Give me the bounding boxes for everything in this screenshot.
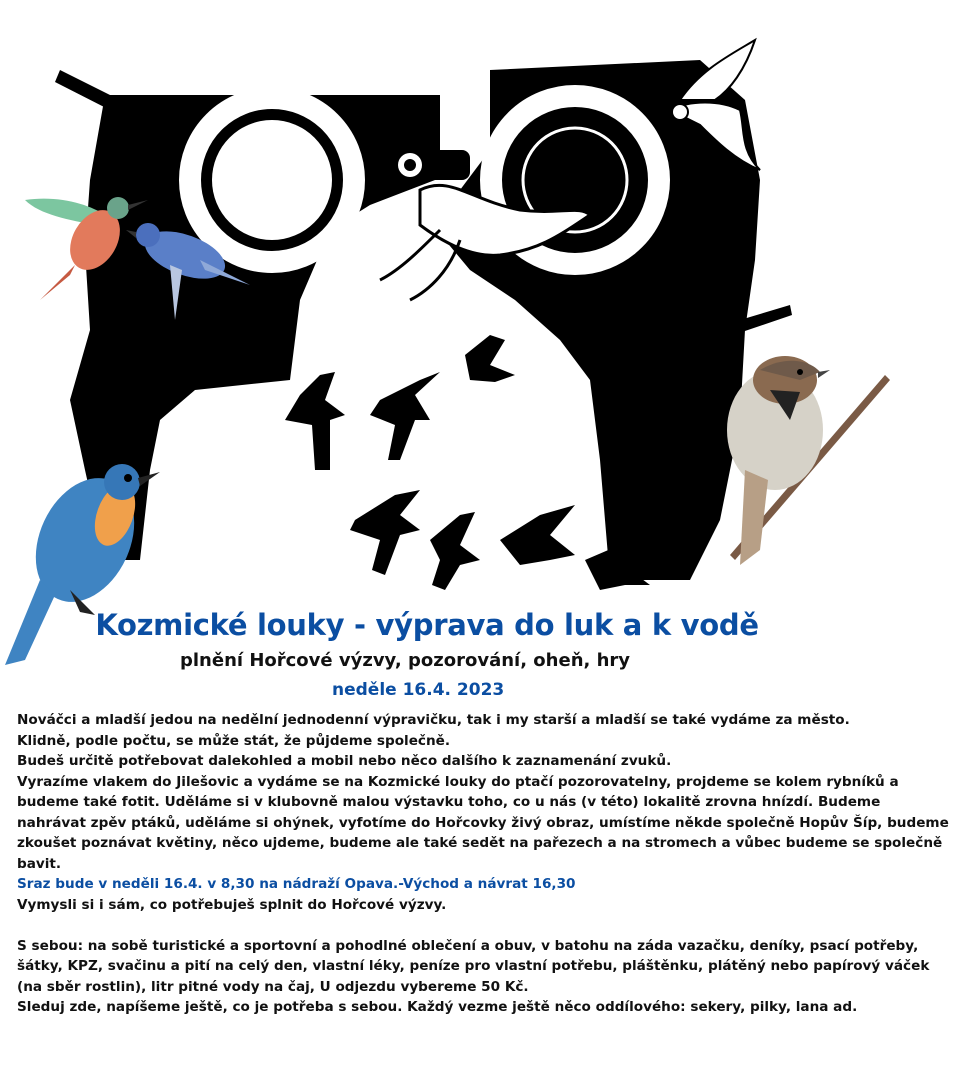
left-lens (212, 120, 332, 240)
page-subtitle: plnění Hořcové výzvy, pozorování, oheň, hry (180, 650, 631, 671)
sparrow-icon (727, 356, 890, 565)
page-title: Kozmické louky - výprava do luk a k vodě (95, 608, 759, 642)
closing-note: Sleduj zde, napíšeme ještě, co je potřeba s sebou. Každý vezme ještě něco oddílového: sekery, pilky, lana ad. (17, 999, 858, 1015)
challenge-info: Vymysli si i sám, co potřebuješ splnit do Hořcové výzvy. (17, 896, 447, 913)
paragraph-together: Klidně, podle počtu, se může stát, že půjdeme společně. (17, 732, 451, 749)
event-description (17, 710, 952, 1018)
paragraph-program: Vyrazíme vlakem do Jilešovic a vydáme se na Kozmické louky do ptačí pozorovatelny, projdeme se kolem rybníků a budeme také fotit. Uděláme si v klubovně malou výstavku toho, co u nás (v této) lokalitě zrovna hnízdí. Budeme nahrávat zpěv ptáků, uděláme si ohýnek, vyfotíme do Hořcovky živý obraz, umístíme někde společně Hopův Šíp, budeme zkoušet poznávat květiny, něco ujdeme, budeme ale také sedět na pařezech a na stromech a vůbec budeme se společně bavit. (17, 773, 949, 872)
packing-list: S sebou: na sobě turistické a sportovní a pohodlné oblečení a obuv, v batohu na záda vazačku, deníky, psací potřeby, šátky, KPZ, svačinu a pití na celý den, vlastní léky, peníze pro vlastní potřebu, pláštěnku, plátěný nebo papírový váček (na sběr rostlin), litr pitné vody na čaj, U odjezdu vybereme 50 Kč. (17, 937, 930, 995)
meeting-info: Sraz bude v neděli 16.4. v 8,30 na nádraží Opava.-Východ a návrat 16,30 (17, 876, 576, 892)
event-date: neděle 16.4. 2023 (332, 680, 505, 700)
paragraph-intro: Nováčci a mladší jedou na nedělní jednodenní výpravičku, tak i my starší a mladší se také vydáme za město. (17, 712, 850, 728)
binoculars-icon (55, 60, 792, 580)
paragraph-equipment: Budeš určitě potřebovat dalekohled a mobil nebo něco dalšího k zaznamenání zvuků. (17, 753, 672, 769)
